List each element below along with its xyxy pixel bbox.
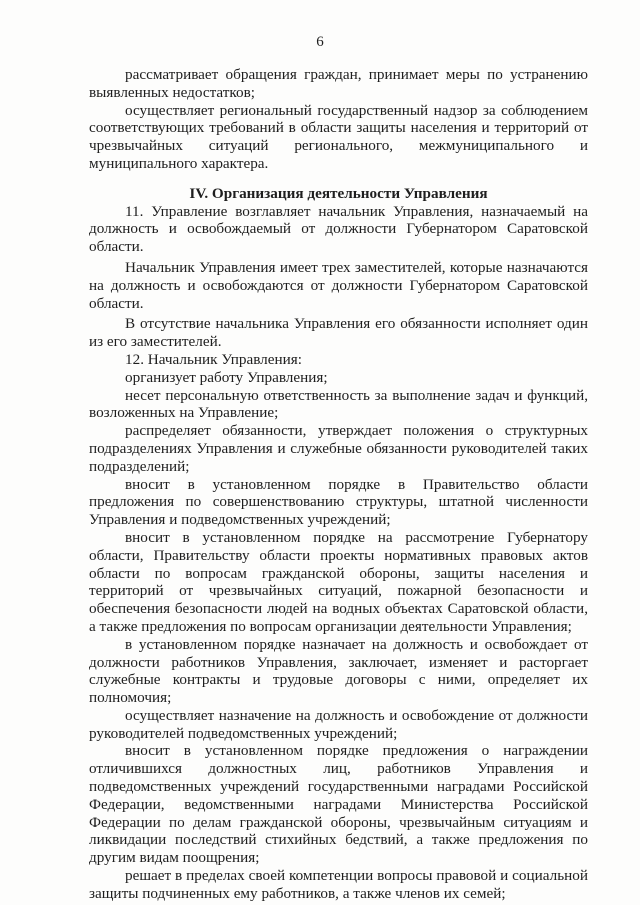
paragraph: решает в пределах своей компетенции вопросы правовой и социальной защиты подчиненных ему работников, а также членов их семей; [89,867,588,902]
paragraph: в установленном порядке назначает на должность и освобождает от должности работников Управления, заключает, изменяет и расторгает служебные контракты и трудовые договоры с ними, определяет их полномочия; [89,635,588,707]
paragraph: несет персональную ответственность за выполнение задач и функций, возложенных на Управление; [89,386,588,422]
paragraph: вносит в установленном порядке на рассмотрение Губернатору области, Правительству области проекты нормативных правовых актов области по вопросам гражданской обороны, защиты населения и территорий от чрезвычайных ситуаций, пожарной безопасности и обеспечения безопасности людей на водных объектах Саратовской области, а также предложения по вопросам организации деятельности Управления; [89,528,588,635]
paragraph: Начальник Управления имеет трех заместителей, которые назначаются на должность и освобождаются от должности Губернатором Саратовской области. [89,258,588,312]
paragraph: вносит в установленном порядке предложения о награждении отличившихся должностных лиц, работников Управления и подведомственных учреждений государственными наградами Российской Федерации, ведомственными наградами Министерства Российской Федерации по делам гражданской обороны, чрезвычайным ситуациям и ликвидации последствий стихийных бедствий, а также предложения по другим видам поощрения; [89,742,588,867]
paragraph: В отсутствие начальника Управления его обязанности исполняет один из его заместителей. [89,315,588,351]
paragraph: распределяет обязанности, утверждает положения о структурных подразделениях Управления и служебные обязанности руководителей таких подразделений; [89,422,588,475]
section-heading: IV. Организация деятельности Управления [189,184,488,202]
paragraph: осуществляет региональный государственный надзор за соблюдением соответствующих требований в области защиты населения и территорий от чрезвычайных ситуаций регионального, межмуниципального и муниципального характера. [89,101,588,172]
paragraph: 12. Начальник Управления: [125,350,302,368]
page-number: 6 [316,34,324,50]
paragraph: организует работу Управления; [125,368,328,386]
paragraph: рассматривает обращения граждан, принимает меры по устранению выявленных недостатков; [89,66,588,101]
paragraph: осуществляет назначение на должность и освобождение от должности руководителей подведомственных учреждений; [89,706,588,742]
paragraph: вносит в установленном порядке в Правительство области предложения по совершенствованию структуры, штатной численности Управления и подведомственных учреждений; [89,475,588,529]
document-body [89,66,588,903]
paragraph: 11. Управление возглавляет начальник Управления, назначаемый на должность и освобождаемый от должности Губернатором Саратовской области. [89,202,588,256]
